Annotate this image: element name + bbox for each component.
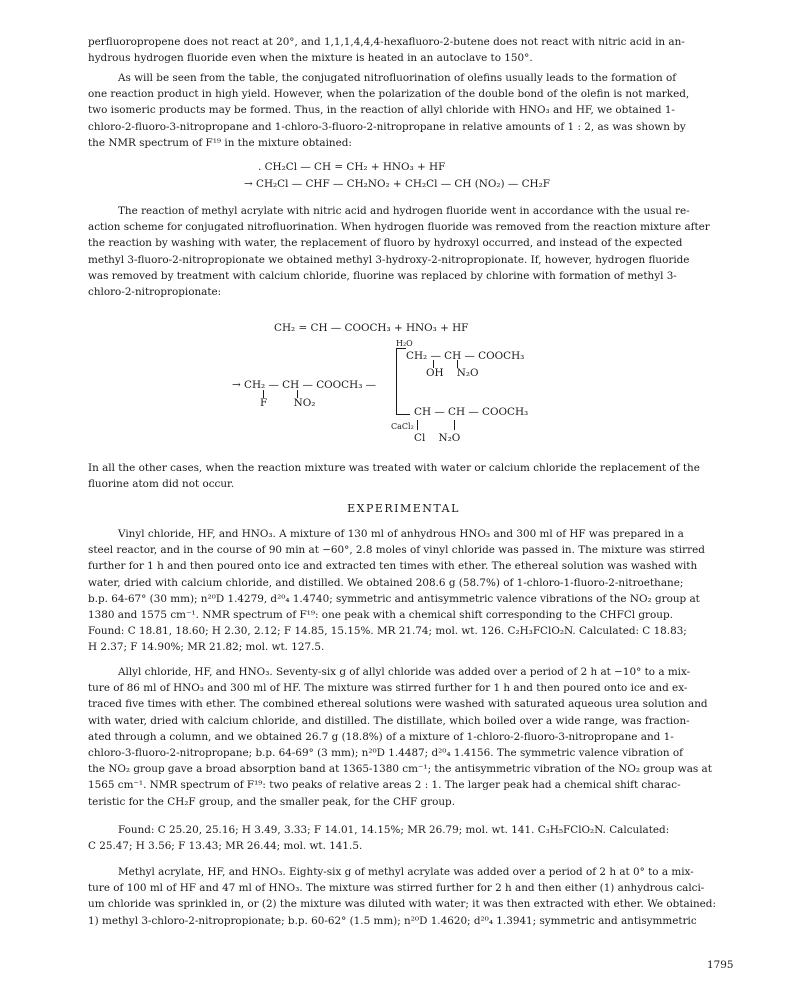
text-line: ture of 100 ml of HF and 47 ml of HNO₃. The mixture was stirred further for 2 h and then either (1) anhydrous calci- — [88, 882, 705, 895]
text-line: 1380 and 1575 cm⁻¹. NMR spectrum of F¹⁹: one peak with a chemical shift corresponding to the CHFCl group. — [88, 609, 673, 622]
scheme-bond — [417, 420, 418, 430]
page-number: 1795 — [707, 959, 734, 971]
text-line: 1565 cm⁻¹. NMR spectrum of F¹⁹: two peaks of relative areas 2 : 1. The larger peak had a chemical shift charac- — [88, 779, 681, 792]
paragraph-allyl-chloride — [88, 664, 736, 810]
text-line: was removed by treatment with calcium chloride, fluorine was replaced by chlorine with formation of methyl 3- — [88, 269, 677, 282]
text-line: chloro-2-fluoro-3-nitropropane and 1-chloro-3-fluoro-2-nitropropane in relative amounts of 1 : 2, as was shown by — [88, 120, 686, 133]
text-line: ated through a column, and we obtained 26.7 g (18.8%) of a mixture of 1-chloro-2-fluoro-3-nitropropane and 1- — [88, 730, 674, 743]
paragraph-allyl-analysis — [88, 822, 736, 854]
text-line: chloro-3-fluoro-2-nitropropane; b.p. 64-69° (3 mm); n²⁰D 1.4487; d²⁰₄ 1.4156. The symmetric valence vibration of — [88, 747, 683, 760]
scheme-bracket — [396, 348, 397, 414]
text-line: In all the other cases, when the reaction mixture was treated with water or calcium chloride the replacement of the — [88, 462, 700, 474]
paragraph-4 — [88, 460, 736, 492]
text-line: action scheme for conjugated nitrofluorination. When hydrogen fluoride was removed from the reaction mixture after — [88, 221, 710, 234]
text-line: with water, dried with calcium chloride, and distilled. The distillate, which boiled over a wide range, was fraction- — [88, 714, 690, 727]
scheme-bond — [457, 360, 458, 368]
scheme-branch-a: CH₂ — CH — COOCH₃ — [406, 350, 525, 362]
scheme-branch-b-sub: Cl N₂O — [414, 432, 461, 444]
text-line: C 25.47; H 3.56; F 13.43; MR 26.44; mol. wt. 141.5. — [88, 840, 363, 853]
text-line: chloro-2-nitropropionate: — [88, 286, 222, 299]
equation-allyl-line2: → CH₂Cl — CHF — CH₂NO₂ + CH₂Cl — CH (NO₂) — CH₂F — [244, 178, 550, 190]
scheme-intermediate: → CH₂ — CH — COOCH₃ — — [232, 379, 377, 391]
text-line: b.p. 64-67° (30 mm); n²⁰D 1.4279, d²⁰₄ 1.4740; symmetric and antisymmetric valence vibrations of the NO₂ group at — [88, 592, 700, 605]
scheme-bond — [454, 420, 455, 430]
paragraph-vinyl-chloride — [88, 526, 736, 656]
text-line: water, dried with calcium chloride, and distilled. We obtained 208.6 g (58.7%) of 1-chloro-1-fluoro-2-nitroethane; — [88, 576, 684, 589]
text-line: further for 1 h and then poured onto ice and extracted ten times with ether. The ethereal solution was washed with — [88, 560, 698, 573]
scheme-reactants: CH₂ = CH — COOCH₃ + HNO₃ + HF — [274, 322, 469, 334]
text-line: perfluoropropene does not react at 20°, and 1,1,1,4,4,4-hexafluoro-2-butene does not react with nitric acid in an- — [88, 36, 685, 48]
equation-allyl-line1: . CH₂Cl — CH = CH₂ + HNO₃ + HF — [258, 161, 446, 173]
text-line: Vinyl chloride, HF, and HNO₃. A mixture of 130 ml of anhydrous HNO₃ and 300 ml of HF was prepared in a — [118, 528, 684, 540]
text-line: teristic for the CH₂F group, and the smaller peak, for the CHF group. — [88, 795, 456, 808]
text-line: hydrous hydrogen fluoride even when the mixture is heated in an autoclave to 150°. — [88, 52, 533, 65]
scheme-branch-a-sub: OH N₂O — [426, 367, 479, 379]
text-line: traced five times with ether. The combined ethereal solutions were washed with saturated aqueous urea solution and — [88, 698, 708, 711]
text-line: the NO₂ group gave a broad absorption band at 1365-1380 cm⁻¹; the antisymmetric vibration of the NO₂ group was at — [88, 763, 712, 776]
paragraph-3 — [88, 203, 736, 300]
text-line: ture of 86 ml of HNO₃ and 300 ml of HF. The mixture was stirred further for 1 h and then poured onto ice and ex- — [88, 682, 688, 695]
scheme-branch-b: CH — CH — COOCH₃ — [414, 406, 529, 418]
paragraph-2 — [88, 70, 736, 151]
text-line: As will be seen from the table, the conjugated nitrofluorination of olefins usually leads to the formation of — [118, 72, 677, 84]
text-line: H 2.37; F 14.90%; MR 21.82; mol. wt. 127.5. — [88, 641, 325, 654]
paragraph-methyl-acrylate — [88, 864, 736, 929]
text-line: Found: C 25.20, 25.16; H 3.49, 3.33; F 14.01, 14.15%; MR 26.79; mol. wt. 141. C₃H₅FClO₂N. Calculated: — [118, 824, 670, 836]
text-line: the reaction by washing with water, the replacement of fluoro by hydroxyl occurred, and instead of the expected — [88, 237, 683, 250]
text-line: steel reactor, and in the course of 90 min at −60°, 2.8 moles of vinyl chloride was passed in. The mixture was stirred — [88, 544, 705, 557]
scheme-intermediate-sub: F NO₂ — [260, 397, 316, 409]
section-heading: EXPERIMENTAL — [347, 502, 460, 515]
scheme-arrow-lower — [396, 414, 410, 415]
text-line: two isomeric products may be formed. Thus, in the reaction of allyl chloride with HNO₃ and HF, we obtained 1- — [88, 104, 675, 117]
text-line: 1) methyl 3-chloro-2-nitropropionate; b.p. 60-62° (1.5 mm); n²⁰D 1.4620; d²⁰₄ 1.3941; symmetric and antisymmetric — [88, 914, 697, 927]
scheme-bond — [433, 360, 434, 368]
scheme-bond — [297, 390, 298, 398]
scheme-cacl2-label: CaCl₂ — [391, 422, 414, 431]
scheme-bond — [263, 390, 264, 398]
text-line: one reaction product in high yield. However, when the polarization of the double bond of the olefin is not marked, — [88, 88, 690, 101]
text-line: the NMR spectrum of F¹⁹ in the mixture obtained: — [88, 136, 352, 149]
scheme-h2o-label: H₂O — [396, 339, 413, 348]
text-line: Allyl chloride, HF, and HNO₃. Seventy-six g of allyl chloride was added over a period of 2 h at −10° to a mix- — [118, 666, 691, 678]
text-line: fluorine atom did not occur. — [88, 478, 235, 491]
text-line: um chloride was sprinkled in, or (2) the mixture was diluted with water; it was then extracted with ether. We obtained: — [88, 898, 716, 911]
text-line: methyl 3-fluoro-2-nitropropionate we obtained methyl 3-hydroxy-2-nitropropionate. If, however, hydrogen fluoride — [88, 253, 690, 266]
text-line: The reaction of methyl acrylate with nitric acid and hydrogen fluoride went in accordance with the usual re- — [118, 205, 690, 217]
text-line: Found: C 18.81, 18.60; H 2.30, 2.12; F 14.85, 15.15%. MR 21.74; mol. wt. 126. C₂H₃FClO₂N. Calculated: C 18.83; — [88, 625, 687, 638]
paragraph-1 — [88, 34, 736, 66]
scheme-arrow-upper — [396, 348, 406, 349]
text-line: Methyl acrylate, HF, and HNO₃. Eighty-six g of methyl acrylate was added over a period of 2 h at 0° to a mix- — [118, 866, 694, 878]
